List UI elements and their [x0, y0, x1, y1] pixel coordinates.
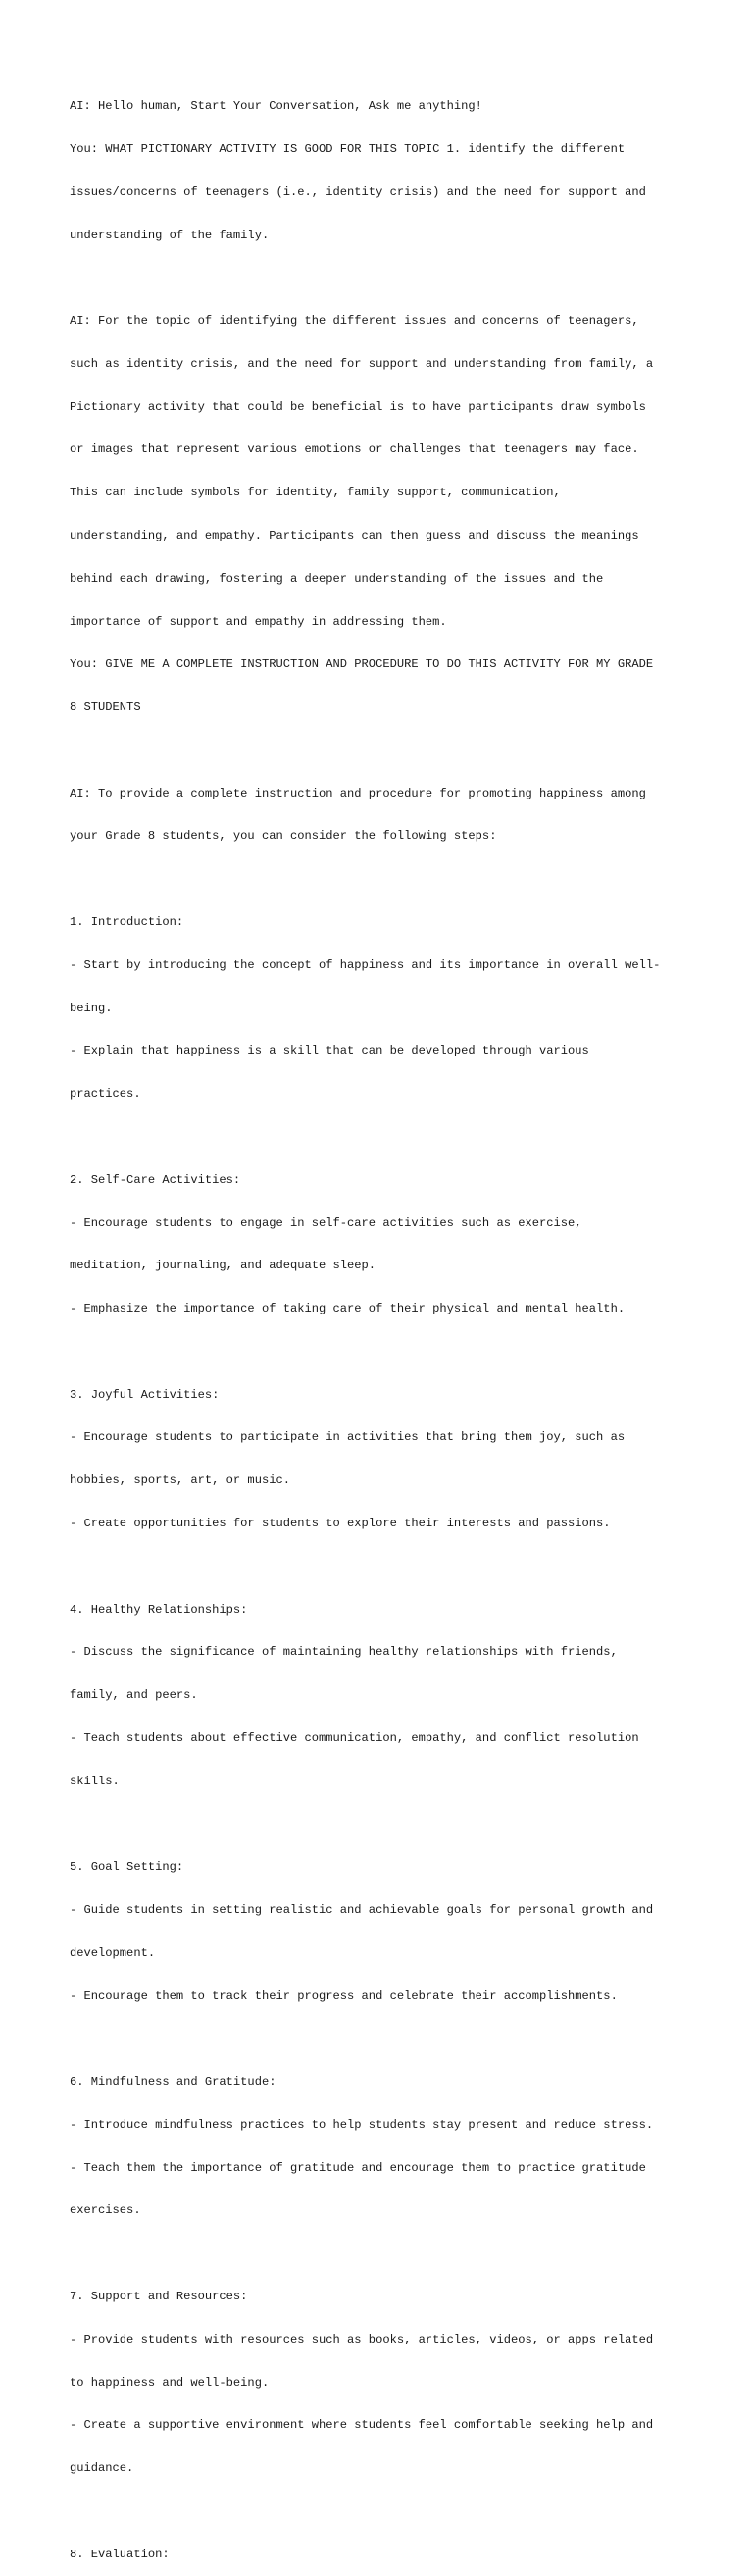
text-line: - Create a supportive environment where students feel comfortable seeking help and [70, 2418, 654, 2433]
section-heading: 2. Self-Care Activities: [70, 1172, 241, 1187]
text-line: hobbies, sports, art, or music. [70, 1473, 290, 1488]
section-heading: 6. Mindfulness and Gratitude: [70, 2075, 276, 2089]
text-line: importance of support and empathy in addressing them. [70, 614, 447, 629]
section-heading: 4. Healthy Relationships: [70, 1602, 248, 1617]
section-heading: 1. Introduction: [70, 915, 184, 930]
text-line: meditation, journaling, and adequate sleep. [70, 1259, 376, 1273]
blank-line [70, 1817, 697, 1831]
text-line: - Teach students about effective communication, empathy, and conflict resolution [70, 1730, 639, 1745]
blank-line [70, 1345, 697, 1360]
document-page [70, 71, 697, 2576]
text-line: development. [70, 1945, 156, 1960]
text-line: This can include symbols for identity, family support, communication, [70, 486, 561, 500]
text-line: - Encourage them to track their progress and celebrate their accomplishments. [70, 1988, 618, 2003]
text-line: issues/concerns of teenagers (i.e., identity crisis) and the need for support and [70, 184, 646, 199]
text-line: being. [70, 1001, 113, 1015]
blank-line [70, 1130, 697, 1145]
text-line: behind each drawing, fostering a deeper understanding of the issues and the [70, 571, 604, 586]
text-line: You: WHAT PICTIONARY ACTIVITY IS GOOD FOR THIS TOPIC 1. identify the different [70, 141, 626, 156]
section-heading: 5. Goal Setting: [70, 1860, 184, 1875]
text-line: understanding of the family. [70, 228, 270, 242]
text-line: - Start by introducing the concept of happiness and its importance in overall well- [70, 957, 661, 972]
text-line: such as identity crisis, and the need for support and understanding from family, a [70, 356, 654, 371]
text-line: 8 STUDENTS [70, 700, 141, 715]
blank-line [70, 2504, 697, 2519]
section-heading: 7. Support and Resources: [70, 2290, 248, 2304]
blank-line [70, 2246, 697, 2261]
text-line: to happiness and well-being. [70, 2375, 270, 2390]
blank-line [70, 872, 697, 887]
text-line: - Encourage students to participate in activities that bring them joy, such as [70, 1430, 626, 1445]
text-line: family, and peers. [70, 1688, 198, 1703]
text-line: exercises. [70, 2203, 141, 2218]
blank-line [70, 2032, 697, 2046]
text-line: - Introduce mindfulness practices to help students stay present and reduce stress. [70, 2117, 654, 2132]
section-heading: 3. Joyful Activities: [70, 1387, 220, 1402]
text-line: or images that represent various emotions or challenges that teenagers may face. [70, 442, 639, 457]
blank-line [70, 1560, 697, 1574]
text-line: - Emphasize the importance of taking care of their physical and mental health. [70, 1302, 626, 1316]
text-line: - Encourage students to engage in self-care activities such as exercise, [70, 1215, 582, 1230]
text-line: - Provide students with resources such as books, articles, videos, or apps related [70, 2332, 654, 2346]
text-line: Pictionary activity that could be beneficial is to have participants draw symbols [70, 399, 646, 414]
section-heading: 8. Evaluation: [70, 2547, 170, 2561]
text-line: skills. [70, 1774, 120, 1788]
text-line: understanding, and empathy. Participants can then guess and discuss the meanings [70, 529, 639, 542]
text-line: your Grade 8 students, you can consider the following steps: [70, 829, 497, 844]
text-line: - Explain that happiness is a skill that can be developed through various [70, 1044, 589, 1058]
text-line: - Discuss the significance of maintaining healthy relationships with friends, [70, 1645, 618, 1660]
text-line: AI: Hello human, Start Your Conversation, Ask me anything! [70, 99, 482, 114]
text-line: practices. [70, 1087, 141, 1102]
text-line: - Create opportunities for students to explore their interests and passions. [70, 1516, 611, 1530]
text-line: guidance. [70, 2461, 134, 2476]
blank-line [70, 271, 697, 285]
blank-line [70, 744, 697, 758]
text-line: AI: To provide a complete instruction and procedure for promoting happiness among [70, 786, 646, 800]
text-line: - Teach them the importance of gratitude and encourage them to practice gratitude [70, 2160, 646, 2175]
text-line: AI: For the topic of identifying the different issues and concerns of teenagers, [70, 314, 639, 329]
text-line: - Guide students in setting realistic and achievable goals for personal growth and [70, 1903, 654, 1917]
text-line: You: GIVE ME A COMPLETE INSTRUCTION AND PROCEDURE TO DO THIS ACTIVITY FOR MY GRADE [70, 657, 654, 672]
